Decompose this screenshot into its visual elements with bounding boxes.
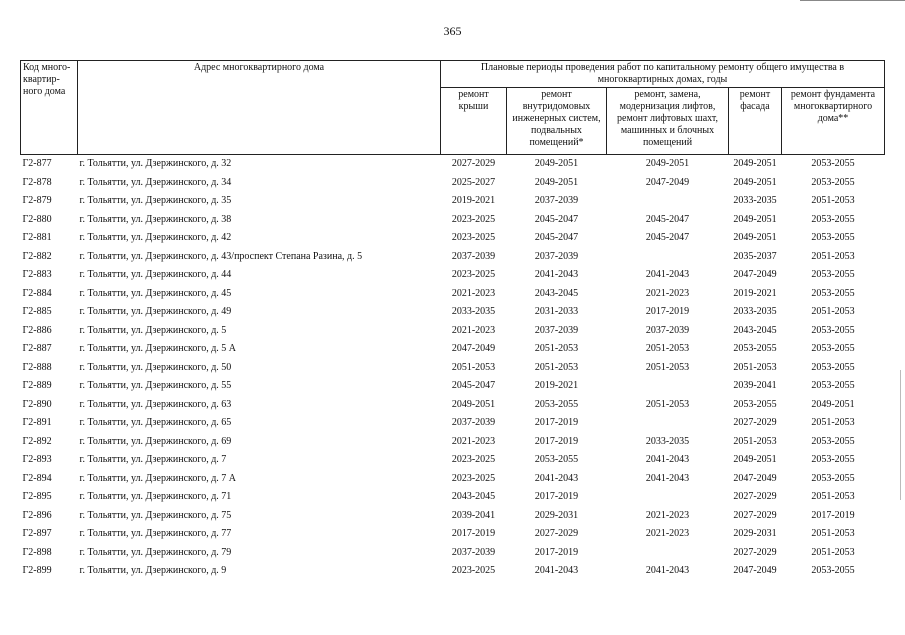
cell-code: Г2-881 (22, 232, 52, 244)
cell-code: Г2-899 (22, 565, 52, 577)
cell-systems: 2037-2039 (534, 250, 579, 262)
header-foundation: ремонт фундамента многоквартирного дома** (782, 88, 885, 155)
cell-address: г. Тольятти, ул. Дзержинского, д. 45 (79, 287, 232, 299)
header-periods: Плановые периоды проведения работ по капитальному ремонту общего имущества в многоквартирных домах, годы (441, 61, 885, 88)
table-row (21, 414, 885, 433)
cell-foundation: 2053-2055 (811, 361, 855, 373)
table-row (21, 322, 885, 341)
cell-roof: 2043-2045 (451, 491, 496, 503)
cell-foundation: 2053-2055 (811, 472, 855, 484)
cell-systems: 2051-2053 (534, 343, 579, 355)
table-row (21, 488, 885, 507)
cell-address: г. Тольятти, ул. Дзержинского, д. 34 (79, 176, 232, 188)
cell-code: Г2-878 (22, 176, 52, 188)
cell-lifts: 2033-2035 (645, 435, 690, 447)
cell-address: г. Тольятти, ул. Дзержинского, д. 9 (79, 565, 227, 577)
cell-foundation: 2053-2055 (811, 158, 855, 170)
cell-address: г. Тольятти, ул. Дзержинского, д. 63 (79, 398, 232, 410)
cell-code: Г2-897 (22, 528, 52, 540)
cell-code: Г2-886 (22, 324, 52, 336)
cell-foundation: 2053-2055 (811, 343, 855, 355)
cell-foundation: 2051-2053 (811, 528, 855, 540)
cell-systems: 2049-2051 (534, 158, 579, 170)
cell-systems: 2027-2029 (534, 528, 579, 540)
scan-edge-mark (900, 370, 901, 500)
cell-roof: 2037-2039 (451, 546, 496, 558)
cell-code: Г2-880 (22, 213, 52, 225)
cell-roof: 2021-2023 (451, 324, 496, 336)
table-row (21, 451, 885, 470)
cell-lifts: 2017-2019 (645, 306, 690, 318)
cell-code: Г2-891 (22, 417, 52, 429)
cell-address: г. Тольятти, ул. Дзержинского, д. 32 (79, 158, 232, 170)
cell-lifts: 2045-2047 (645, 213, 690, 225)
cell-facade: 2047-2049 (733, 565, 777, 577)
cell-foundation: 2053-2055 (811, 176, 855, 188)
cell-foundation: 2053-2055 (811, 324, 855, 336)
cell-code: Г2-898 (22, 546, 52, 558)
cell-roof: 2023-2025 (451, 269, 496, 281)
cell-facade: 2049-2051 (733, 158, 777, 170)
table-row (21, 229, 885, 248)
cell-address: г. Тольятти, ул. Дзержинского, д. 50 (79, 361, 232, 373)
table-row (21, 192, 885, 211)
cell-systems: 2051-2053 (534, 361, 579, 373)
cell-roof: 2021-2023 (451, 287, 496, 299)
cell-facade: 2049-2051 (733, 176, 777, 188)
cell-address: г. Тольятти, ул. Дзержинского, д. 43/проспект Степана Разина, д. 5 (79, 250, 363, 262)
cell-systems: 2041-2043 (534, 472, 579, 484)
cell-facade: 2027-2029 (733, 491, 777, 503)
cell-facade: 2027-2029 (733, 417, 777, 429)
cell-address: г. Тольятти, ул. Дзержинского, д. 55 (79, 380, 232, 392)
cell-systems: 2043-2045 (534, 287, 579, 299)
cell-lifts: 2047-2049 (645, 176, 690, 188)
cell-facade: 2043-2045 (733, 324, 777, 336)
cell-address: г. Тольятти, ул. Дзержинского, д. 65 (79, 417, 232, 429)
cell-foundation: 2053-2055 (811, 232, 855, 244)
cell-code: Г2-883 (22, 269, 52, 281)
header-systems: ремонт внутридомовых инженерных систем, подвальных помещений* (507, 88, 607, 155)
cell-code: Г2-889 (22, 380, 52, 392)
cell-address: г. Тольятти, ул. Дзержинского, д. 77 (79, 528, 232, 540)
header-address: Адрес многоквартирного дома (78, 61, 441, 155)
cell-foundation: 2051-2053 (811, 250, 855, 262)
cell-systems: 2017-2019 (534, 435, 579, 447)
cell-roof: 2023-2025 (451, 565, 496, 577)
table-row (21, 303, 885, 322)
cell-foundation: 2053-2055 (811, 213, 855, 225)
cell-code: Г2-893 (22, 454, 52, 466)
cell-facade: 2039-2041 (733, 380, 777, 392)
cell-lifts: 2049-2051 (645, 158, 690, 170)
cell-lifts: 2021-2023 (645, 528, 690, 540)
table-row (21, 359, 885, 378)
cell-roof: 2023-2025 (451, 472, 496, 484)
cell-facade: 2019-2021 (733, 287, 777, 299)
cell-foundation: 2051-2053 (811, 417, 855, 429)
table-row (21, 211, 885, 230)
cell-roof: 2019-2021 (451, 195, 496, 207)
cell-roof: 2037-2039 (451, 417, 496, 429)
cell-facade: 2053-2055 (733, 343, 777, 355)
cell-facade: 2027-2029 (733, 509, 777, 521)
cell-foundation: 2049-2051 (811, 398, 855, 410)
cell-facade: 2033-2035 (733, 195, 777, 207)
table-row (21, 155, 885, 174)
cell-foundation: 2051-2053 (811, 195, 855, 207)
cell-roof: 2039-2041 (451, 509, 496, 521)
cell-code: Г2-896 (22, 509, 52, 521)
cell-lifts: 2045-2047 (645, 232, 690, 244)
table-row (21, 285, 885, 304)
cell-lifts (607, 377, 729, 396)
cell-code: Г2-895 (22, 491, 52, 503)
cell-lifts: 2041-2043 (645, 472, 690, 484)
header-roof: ремонт крыши (441, 88, 507, 155)
cell-systems: 2017-2019 (534, 546, 579, 558)
cell-roof: 2033-2035 (451, 306, 496, 318)
cell-systems: 2037-2039 (534, 324, 579, 336)
cell-foundation: 2053-2055 (811, 380, 855, 392)
cell-lifts: 2051-2053 (645, 343, 690, 355)
cell-facade: 2047-2049 (733, 269, 777, 281)
cell-foundation: 2051-2053 (811, 306, 855, 318)
cell-lifts: 2051-2053 (645, 361, 690, 373)
cell-foundation: 2017-2019 (811, 509, 855, 521)
cell-address: г. Тольятти, ул. Дзержинского, д. 71 (79, 491, 232, 503)
cell-roof: 2037-2039 (451, 250, 496, 262)
table-row (21, 248, 885, 267)
cell-facade: 2027-2029 (733, 546, 777, 558)
cell-address: г. Тольятти, ул. Дзержинского, д. 35 (79, 195, 232, 207)
cell-roof: 2027-2029 (451, 158, 496, 170)
cell-code: Г2-877 (22, 158, 52, 170)
cell-address: г. Тольятти, ул. Дзержинского, д. 5 А (79, 343, 237, 355)
cell-foundation: 2053-2055 (811, 454, 855, 466)
cell-foundation: 2053-2055 (811, 269, 855, 281)
cell-code: Г2-890 (22, 398, 52, 410)
table-row (21, 562, 885, 581)
page-number: 365 (443, 24, 462, 38)
cell-address: г. Тольятти, ул. Дзержинского, д. 38 (79, 213, 232, 225)
cell-lifts: 2021-2023 (645, 509, 690, 521)
cell-systems: 2019-2021 (534, 380, 579, 392)
cell-address: г. Тольятти, ул. Дзержинского, д. 75 (79, 509, 232, 521)
cell-facade: 2049-2051 (733, 454, 777, 466)
cell-code: Г2-894 (22, 472, 52, 484)
cell-roof: 2045-2047 (451, 380, 496, 392)
cell-foundation: 2053-2055 (811, 435, 855, 447)
cell-systems: 2029-2031 (534, 509, 579, 521)
cell-address: г. Тольятти, ул. Дзержинского, д. 79 (79, 546, 232, 558)
cell-roof: 2047-2049 (451, 343, 496, 355)
cell-roof: 2049-2051 (451, 398, 496, 410)
cell-code: Г2-882 (22, 250, 52, 262)
cell-systems: 2037-2039 (534, 195, 579, 207)
cell-foundation: 2051-2053 (811, 491, 855, 503)
top-edge-line (800, 0, 905, 1)
cell-address: г. Тольятти, ул. Дзержинского, д. 49 (79, 306, 232, 318)
cell-roof: 2021-2023 (451, 435, 496, 447)
cell-roof: 2051-2053 (451, 361, 496, 373)
cell-roof: 2023-2025 (451, 454, 496, 466)
cell-code: Г2-879 (22, 195, 52, 207)
cell-code: Г2-888 (22, 361, 52, 373)
cell-roof: 2017-2019 (451, 528, 496, 540)
cell-code: Г2-887 (22, 343, 52, 355)
cell-facade: 2047-2049 (733, 472, 777, 484)
cell-lifts: 2041-2043 (645, 565, 690, 577)
table-row (21, 544, 885, 563)
cell-facade: 2049-2051 (733, 232, 777, 244)
cell-facade: 2051-2053 (733, 435, 777, 447)
cell-systems: 2031-2033 (534, 306, 579, 318)
cell-address: г. Тольятти, ул. Дзержинского, д. 7 А (79, 472, 237, 484)
table-row (21, 507, 885, 526)
cell-lifts (607, 488, 729, 507)
table-row (21, 340, 885, 359)
cell-code: Г2-892 (22, 435, 52, 447)
cell-address: г. Тольятти, ул. Дзержинского, д. 7 (79, 454, 227, 466)
cell-lifts (607, 544, 729, 563)
table-row (21, 433, 885, 452)
table-row (21, 174, 885, 193)
cell-lifts: 2041-2043 (645, 454, 690, 466)
cell-address: г. Тольятти, ул. Дзержинского, д. 69 (79, 435, 232, 447)
cell-systems: 2017-2019 (534, 417, 579, 429)
cell-address: г. Тольятти, ул. Дзержинского, д. 5 (79, 324, 227, 336)
header-code: Код много-квартир-ного дома (21, 61, 78, 155)
cell-lifts: 2051-2053 (645, 398, 690, 410)
table-row (21, 470, 885, 489)
cell-lifts: 2021-2023 (645, 287, 690, 299)
cell-systems: 2045-2047 (534, 232, 579, 244)
cell-systems: 2045-2047 (534, 213, 579, 225)
cell-systems: 2017-2019 (534, 491, 579, 503)
cell-lifts: 2037-2039 (645, 324, 690, 336)
cell-systems: 2053-2055 (534, 454, 579, 466)
capital-repair-table (20, 60, 885, 581)
table-row (21, 525, 885, 544)
cell-roof: 2025-2027 (451, 176, 496, 188)
cell-facade: 2029-2031 (733, 528, 777, 540)
cell-lifts: 2041-2043 (645, 269, 690, 281)
cell-code: Г2-884 (22, 287, 52, 299)
cell-code: Г2-885 (22, 306, 52, 318)
cell-foundation: 2053-2055 (811, 287, 855, 299)
header-lifts: ремонт, замена, модернизация лифтов, ремонт лифтовых шахт, машинных и блочных помещений (607, 88, 729, 155)
header-facade: ремонт фасада (729, 88, 782, 155)
table-row (21, 396, 885, 415)
cell-roof: 2023-2025 (451, 232, 496, 244)
cell-facade: 2053-2055 (733, 398, 777, 410)
table-row (21, 266, 885, 285)
cell-foundation: 2051-2053 (811, 546, 855, 558)
cell-lifts (607, 414, 729, 433)
cell-facade: 2049-2051 (733, 213, 777, 225)
cell-address: г. Тольятти, ул. Дзержинского, д. 42 (79, 232, 232, 244)
cell-lifts (607, 192, 729, 211)
cell-facade: 2035-2037 (733, 250, 777, 262)
table-body (21, 155, 885, 581)
cell-systems: 2049-2051 (534, 176, 579, 188)
cell-systems: 2041-2043 (534, 565, 579, 577)
cell-facade: 2033-2035 (733, 306, 777, 318)
table-row (21, 377, 885, 396)
cell-address: г. Тольятти, ул. Дзержинского, д. 44 (79, 269, 232, 281)
cell-systems: 2041-2043 (534, 269, 579, 281)
cell-roof: 2023-2025 (451, 213, 496, 225)
cell-facade: 2051-2053 (733, 361, 777, 373)
cell-systems: 2053-2055 (534, 398, 579, 410)
cell-foundation: 2053-2055 (811, 565, 855, 577)
cell-lifts (607, 248, 729, 267)
